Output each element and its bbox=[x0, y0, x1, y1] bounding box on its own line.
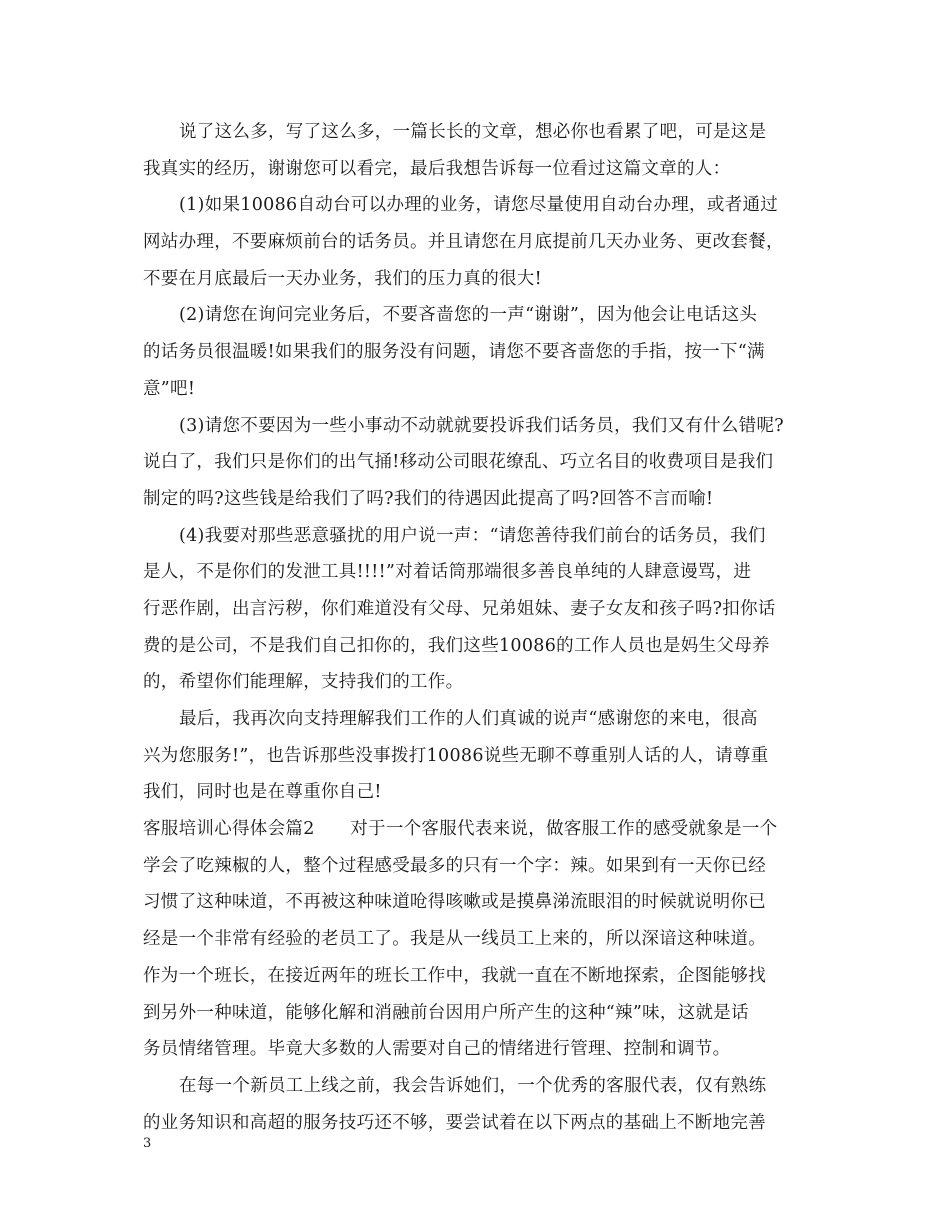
text-line: 不要在月底最后一天办业务，我们的压力真的很大! bbox=[143, 268, 542, 289]
text-line: (2)请您在询问完业务后，不要吝啬您的一声“谢谢”，因为他会让电话这头 bbox=[179, 305, 758, 326]
text-line: 我真实的经历，谢谢您可以看完，最后我想告诉每一位看过这篇文章的人： bbox=[143, 158, 731, 179]
text-line: (3)请您不要因为一些小事动不动就就要投诉我们话务员，我们又有什么错呢? bbox=[179, 415, 784, 436]
text-line: 说了这么多，写了这么多，一篇长长的文章，想必你也看累了吧，可是这是 bbox=[179, 122, 767, 142]
text-line: 的业务知识和高超的服务技巧还不够，要尝试着在以下两点的基础上不断地完善 bbox=[143, 1112, 766, 1133]
text-line: 网站办理，不要麻烦前台的话务员。并且请您在月底提前几天办业务、更改套餐， bbox=[143, 232, 784, 253]
text-line: 习惯了这种味道，不再被这种味道呛得咳嗽或是摸鼻涕流眼泪的时候就说明你已 bbox=[143, 892, 766, 913]
text-line: 兴为您服务!”，也告诉那些没事拨打10086说些无聊不尊重别人话的人，请尊重 bbox=[143, 745, 769, 766]
text-line: 意”吧! bbox=[143, 378, 196, 399]
text-line: (1)如果10086自动台可以办理的业务，请您尽量使用自动台办理，或者通过 bbox=[179, 195, 779, 216]
body-text bbox=[143, 114, 813, 1141]
text-line: 客服培训心得体会篇2 对于一个客服代表来说，做客服工作的感受就象是一个 bbox=[143, 819, 778, 840]
text-line: 最后，我再次向支持理解我们工作的人们真诚的说声“感谢您的来电，很高 bbox=[179, 709, 758, 729]
text-line: 的，希望你们能理解，支持我们的工作。 bbox=[143, 672, 464, 693]
text-line: 作为一个班长，在接近两年的班长工作中，我就一直在不断地探索，企图能够找 bbox=[143, 965, 766, 986]
text-line: 到另外一种味道，能够化解和消融前台因用户所产生的这种“辣”味，这就是话 bbox=[143, 1002, 749, 1023]
text-line: 制定的吗?这些钱是给我们了吗?我们的待遇因此提高了吗?回答不言而喻! bbox=[143, 488, 714, 509]
text-line: 的话务员很温暖!如果我们的服务没有问题，请您不要吝啬您的手指，按一下“满 bbox=[143, 342, 765, 363]
page-number: 3 bbox=[143, 1136, 152, 1151]
text-line: 在每一个新员工上线之前，我会告诉她们，一个优秀的客服代表，仅有熟练 bbox=[179, 1075, 767, 1096]
text-line: 学会了吃辣椒的人，整个过程感受最多的只有一个字：辣。如果到有一天你已经 bbox=[143, 855, 766, 876]
text-line: 说白了，我们只是你们的出气捅!移动公司眼花缭乱、巧立名目的收费项目是我们 bbox=[143, 452, 774, 473]
text-line: 经是一个非常有经验的老员工了。我是从一线员工上来的，所以深谙这种味道。 bbox=[143, 929, 766, 950]
text-line: 是人，不是你们的发泄工具!!!!”对着话筒那端很多善良单纯的人肆意谩骂，进 bbox=[143, 562, 752, 583]
text-line: 务员情绪管理。毕竟大多数的人需要对自己的情绪进行管理、控制和调节。 bbox=[143, 1039, 731, 1060]
text-line: 行恶作剧，出言污秽，你们难道没有父母、兄弟姐妹、妻子女友和孩子吗?扣你话 bbox=[143, 598, 776, 619]
text-line: 我们，同时也是在尊重你自己! bbox=[143, 782, 382, 803]
text-line: 费的是公司，不是我们自己扣你的，我们这些10086的工作人员也是妈生父母养 bbox=[143, 635, 770, 656]
text-line: (4)我要对那些恶意骚扰的用户说一声：“请您善待我们前台的话务员，我们 bbox=[179, 525, 766, 546]
